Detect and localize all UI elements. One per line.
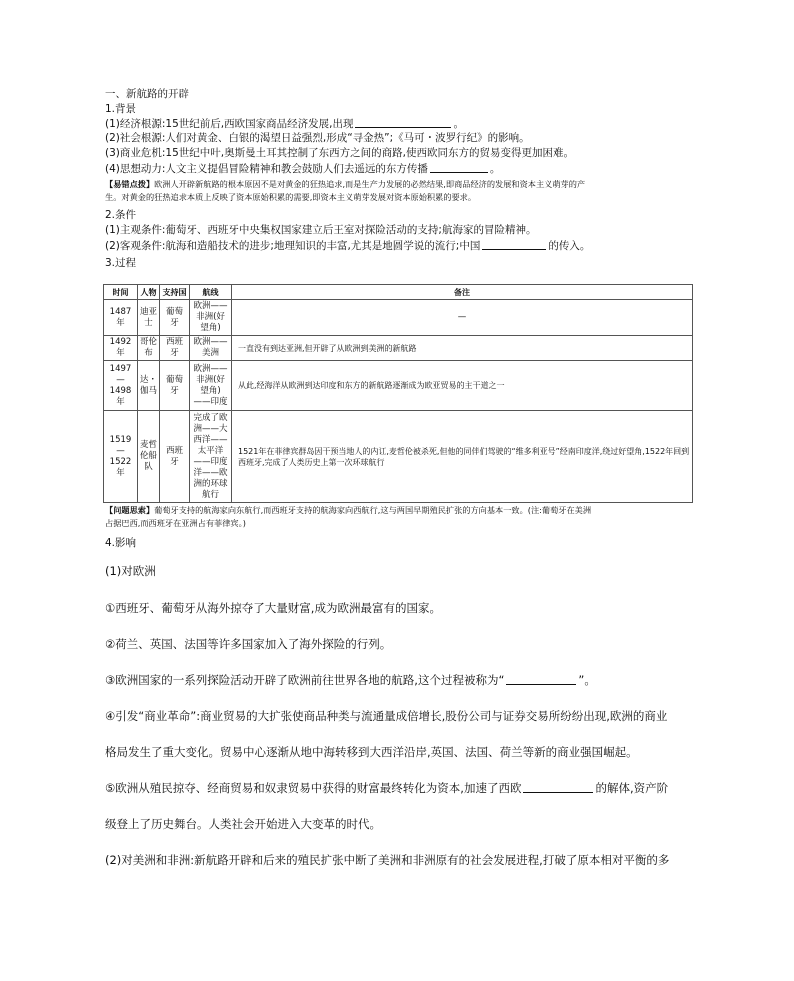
col-time-header: 时间 (104, 285, 138, 300)
note-error-tip-line1: 【易错点拨】欧洲人开辟新航路的根本原因不是对黄金的狂热追求,而是生产力发展的必然结果,即商品经济的发展和资本主义萌芽的产 (105, 179, 586, 189)
col-route-header: 航线 (190, 285, 232, 300)
voyage-table (103, 284, 693, 503)
answer-blank (506, 672, 576, 685)
answer-blank (355, 117, 451, 128)
process-heading: 3.过程 (105, 257, 137, 269)
impact-point-5-line1: ⑤欧洲从殖民掠夺、经商贸易和奴隶贸易中获得的财富最终转化为资本,加速了西欧 的解体,资产阶 (105, 781, 669, 795)
table-row: 1519—1522年 麦哲伦船队 西班牙 完成了欧洲——大西洋——太平洋——印度洋——欧洲的环球航行 1521年在菲律宾群岛因干预当地人的内讧,麦哲伦被杀死,但他的同伴们驾驶的“维多利亚号”经南印度洋,绕过好望角,1522年回到西班牙,完成了人类历史上第一次环球航行 (104, 411, 693, 503)
answer-blank (482, 239, 546, 250)
impact-heading: 4.影响 (105, 537, 137, 549)
impact-point-3: ③欧洲国家的一系列探险活动开辟了欧洲前往世界各地的航路,这个过程被称为“ ”。 (105, 673, 596, 687)
economic-root-line: (1)经济根源:15世纪前后,西欧国家商品经济发展,出现 。 (105, 118, 464, 130)
table-header-row (104, 285, 693, 300)
table-row: 1487年 迪亚士 葡萄牙 欧洲——非洲(好望角) — (104, 300, 693, 336)
impact-americas-line: (2)对美洲和非洲:新航路开辟和后来的殖民扩张中断了美洲和非洲原有的社会发展进程,打破了原本相对平衡的多 (105, 853, 670, 867)
impact-europe-heading: (1)对欧洲 (105, 564, 156, 578)
table-row: 1492年 哥伦布 西班牙 欧洲——美洲 一直没有到达亚洲,但开辟了从欧洲到美洲的新航路 (104, 336, 693, 361)
commercial-crisis-line: (3)商业危机:15世纪中叶,奥斯曼土耳其控制了东西方之间的商路,使西欧同东方的贸易变得更加困难。 (105, 147, 574, 159)
subjective-condition-line: (1)主观条件:葡萄牙、西班牙中央集权国家建立后王室对探险活动的支持;航海家的冒险精神。 (105, 224, 537, 236)
col-person-header: 人物 (138, 285, 160, 300)
note-question-line2: 占据巴西,而西班牙在亚洲占有菲律宾。) (105, 518, 246, 528)
col-country-header: 支持国 (160, 285, 190, 300)
answer-blank (523, 780, 593, 793)
impact-point-2: ②荷兰、英国、法国等许多国家加入了海外探险的行列。 (105, 637, 392, 651)
table-row: 1497—1498年 达・伽马 葡萄牙 欧洲——非洲(好望角)——印度 从此,经海洋从欧洲到达印度和东方的新航路逐渐成为欧亚贸易的主干道之一 (104, 361, 693, 411)
objective-condition-line: (2)客观条件:航海和造船技术的进步;地理知识的丰富,尤其是地圆学说的流行;中国 的传入。 (105, 240, 591, 252)
impact-point-5-line2: 级登上了历史舞台。人类社会开始进入大变革的时代。 (105, 817, 381, 831)
social-root-line: (2)社会根源:人们对黄金、白银的渴望日益强烈,形成“寻金热”;《马可・波罗行纪》的影响。 (105, 132, 530, 144)
section-title: 一、新航路的开辟 (105, 88, 189, 100)
impact-point-1: ①西班牙、葡萄牙从海外掠夺了大量财富,成为欧洲最富有的国家。 (105, 601, 441, 615)
ideological-motive-line: (4)思想动力:人文主义提倡冒险精神和教会鼓励人们去遥远的东方传播 。 (105, 163, 501, 175)
background-heading: 1.背景 (105, 103, 137, 115)
col-note-header: 备注 (232, 285, 693, 300)
answer-blank (430, 162, 488, 173)
impact-point-4-line1: ④引发“商业革命”:商业贸易的大扩张使商品种类与流通量成倍增长,股份公司与证券交易所纷纷出现,欧洲的商业 (105, 709, 668, 723)
conditions-heading: 2.条件 (105, 209, 137, 221)
note-error-tip-line2: 生。对黄金的狂热追求本质上反映了资本原始积累的需要,即资本主义萌芽发展对资本原始积累的要求。 (105, 192, 477, 202)
note-question-line1: 【问题思索】葡萄牙支持的航海家向东航行,而西班牙支持的航海家向西航行,这与两国早期殖民扩张的方向基本一致。(注:葡萄牙在美洲 (105, 505, 592, 515)
impact-point-4-line2: 格局发生了重大变化。贸易中心逐渐从地中海转移到大西洋沿岸,英国、法国、荷兰等新的商业强国崛起。 (105, 745, 638, 759)
